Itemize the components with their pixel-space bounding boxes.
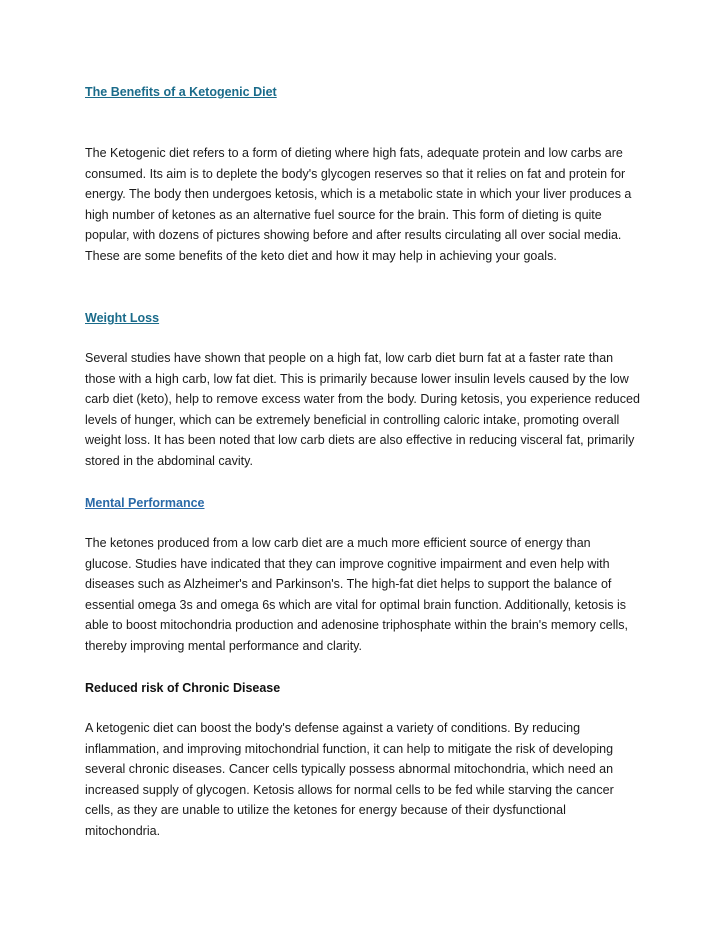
weight-loss-heading-link[interactable]: Weight Loss bbox=[85, 311, 160, 325]
mental-performance-heading-link[interactable]: Mental Performance bbox=[85, 496, 205, 510]
document-title-link[interactable]: The Benefits of a Ketogenic Diet bbox=[85, 85, 277, 99]
weight-loss-paragraph: Several studies have shown that people on a high fat, low carb diet burn fat at a faster rate than those with a high carb, low fat diet. This is primarily because lower insulin levels caused by the low carb diet (keto), help to remove excess water from the body. During ketosis, you experience reduced levels of hunger, which can be extremely beneficial in controlling caloric intake, promoting overall weight loss. It has been noted that low carb diets are also effective in reducing visceral fat, primarily stored in the abdominal cavity. bbox=[85, 351, 640, 468]
mental-performance-paragraph: The ketones produced from a low carb diet are a much more efficient source of energy than glucose. Studies have indicated that they can improve cognitive impairment and even help with diseases such as Alzheimer's and Parkinson's. The high-fat diet helps to support the balance of essential omega 3s and omega 6s which are vital for optimal brain function. Additionally, ketosis is able to boost mitochondria production and adenosine triphosphate within the brain's memory cells, thereby improving mental performance and clarity. bbox=[85, 536, 628, 653]
chronic-disease-heading: Reduced risk of Chronic Disease bbox=[85, 681, 281, 695]
intro-paragraph: The Ketogenic diet refers to a form of dieting where high fats, adequate protein and low carbs are consumed. Its aim is to deplete the body's glycogen reserves so that it relies on fat and protein for energy. The body then undergoes ketosis, which is a metabolic state in which your liver produces a high number of ketones as an alternative fuel source for the brain. This form of dieting is quite popular, with dozens of pictures showing before and after results circulating all over social media. These are some benefits of the keto diet and how it may help in achieving your goals. bbox=[85, 146, 632, 263]
chronic-disease-paragraph: A ketogenic diet can boost the body's defense against a variety of conditions. By reducing inflammation, and improving mitochondrial function, it can help to mitigate the risk of developing several chronic diseases. Cancer cells typically possess abnormal mitochondria, which need an increased supply of glycogen. Ketosis allows for normal cells to be fed while starving the cancer cells, as they are unable to utilize the ketones for energy because of their dysfunctional mitochondria. bbox=[85, 721, 614, 838]
